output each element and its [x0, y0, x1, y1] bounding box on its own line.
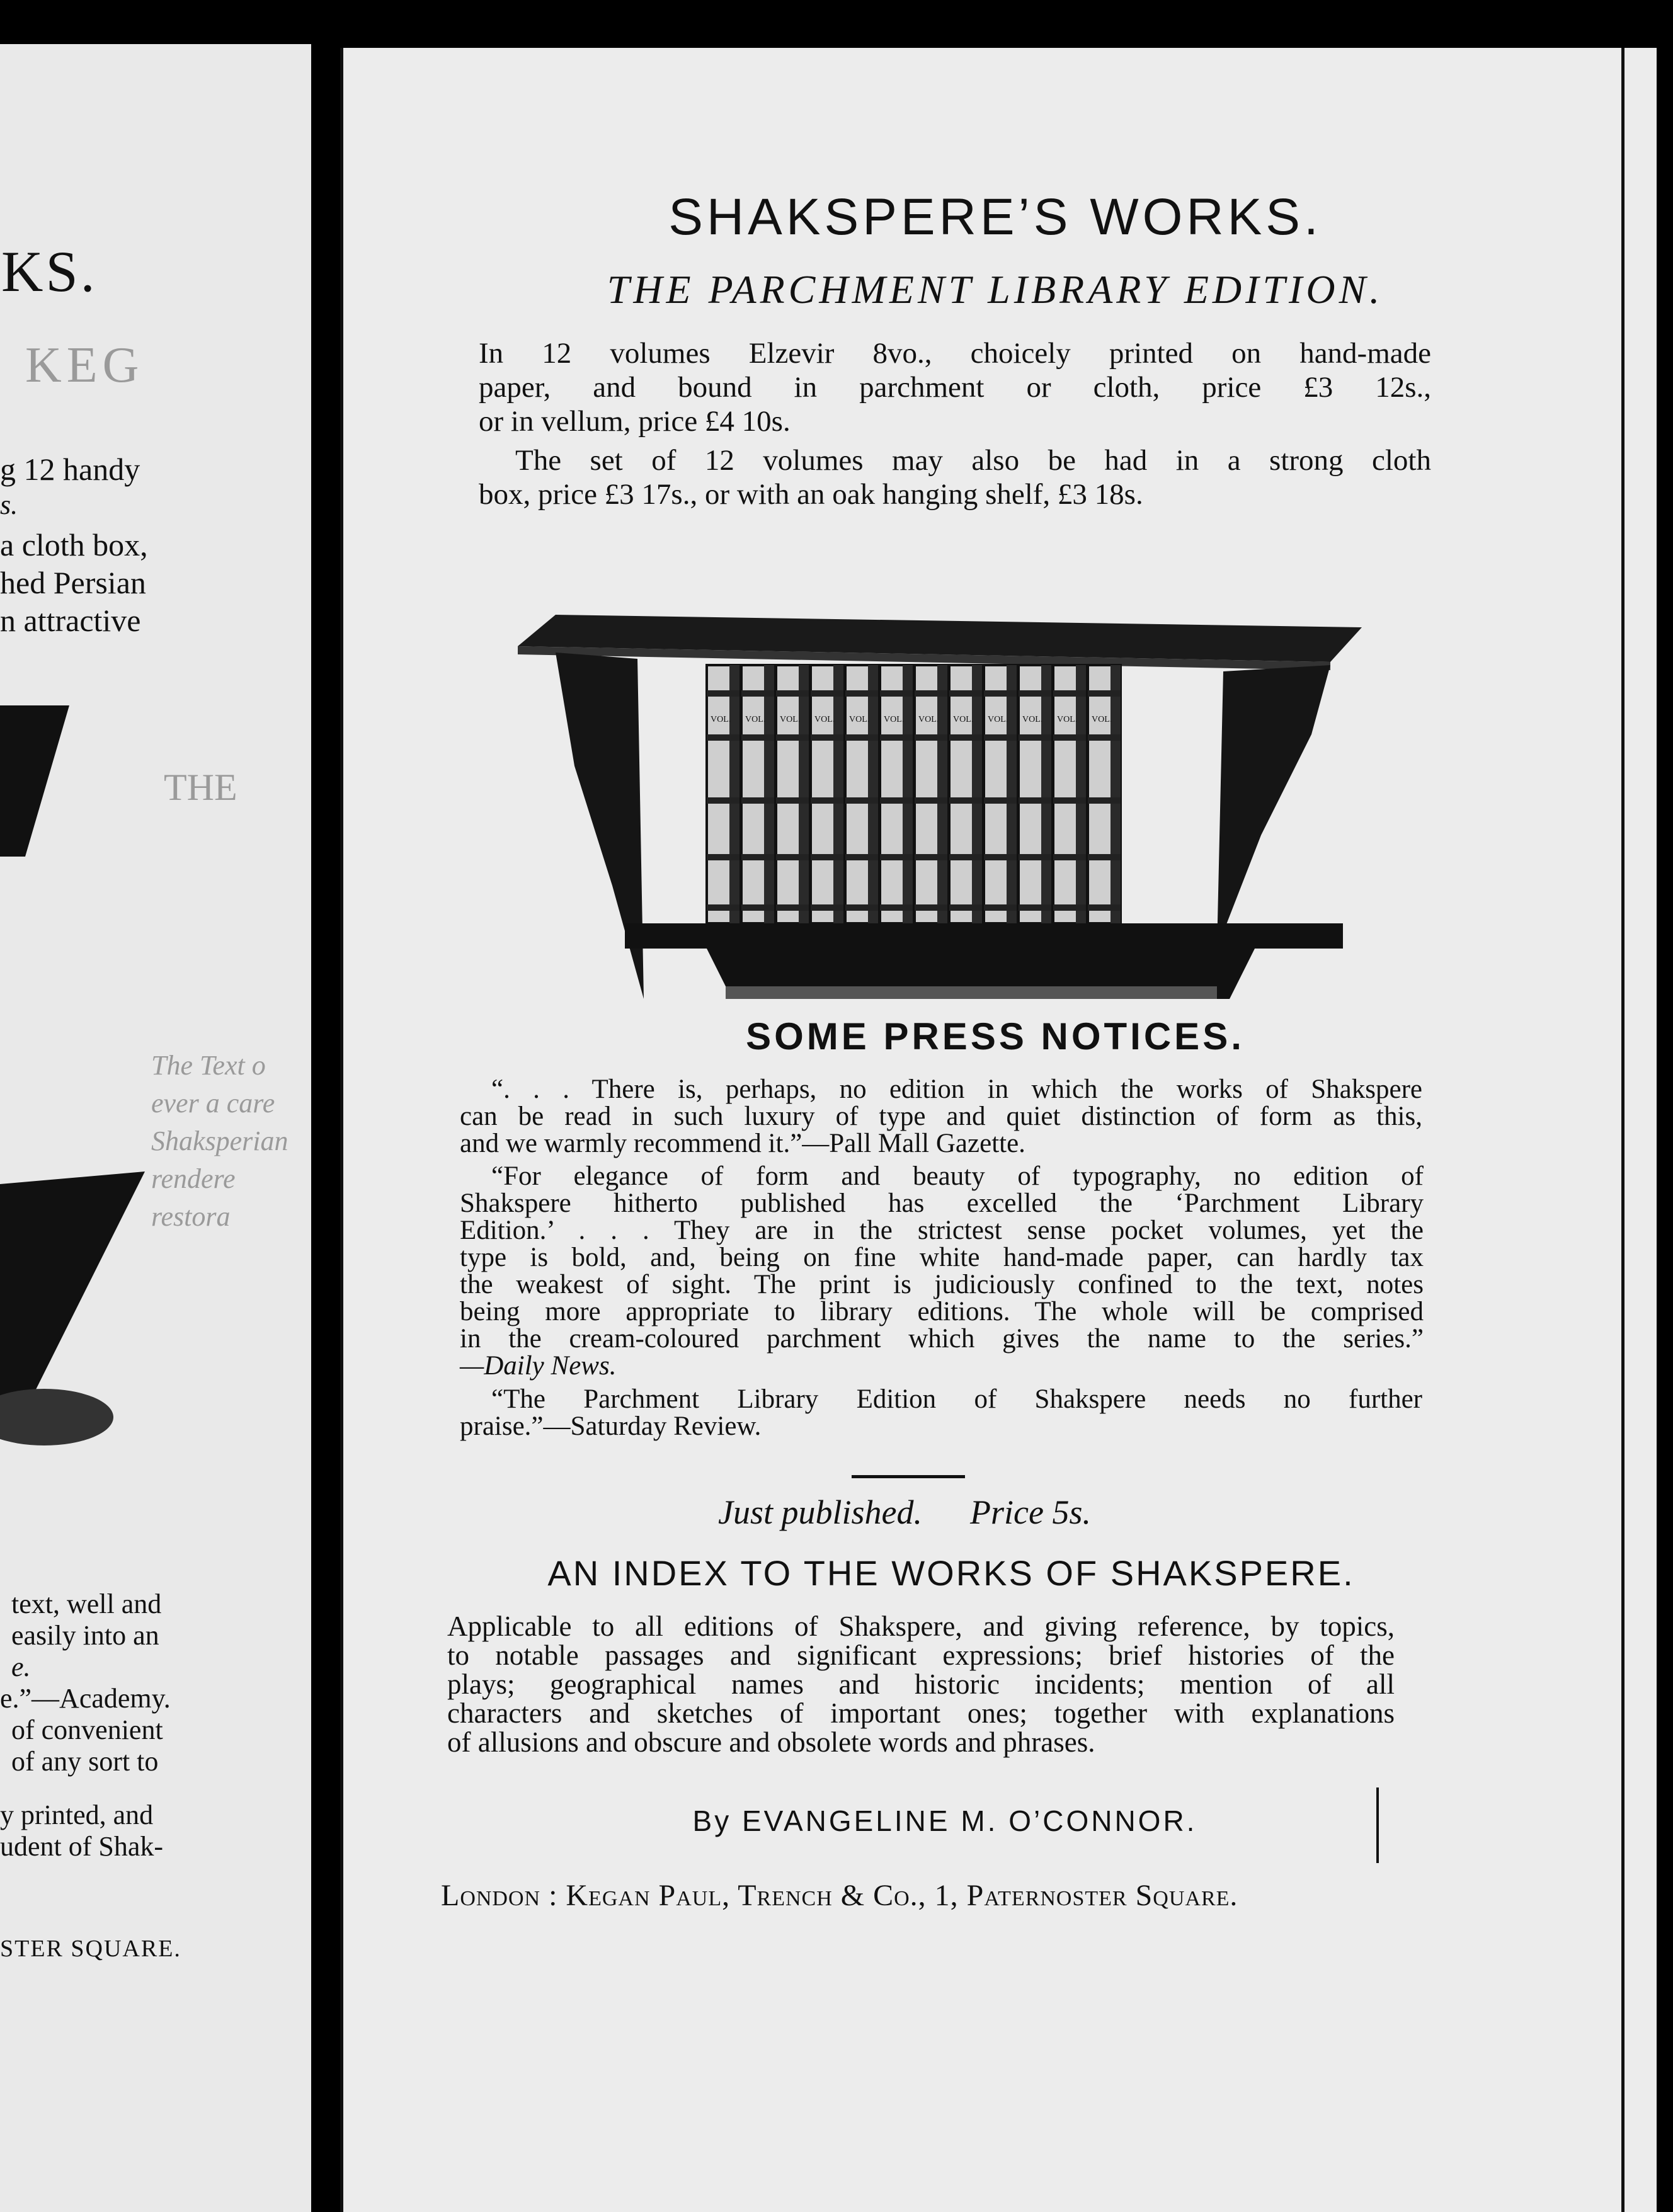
left-page-faded-heading: KEG [25, 338, 144, 393]
book-spine-shadow [1111, 665, 1121, 923]
book-spine-label: VOL. [1092, 715, 1112, 724]
left-page-line: of any sort to [11, 1746, 159, 1777]
book-band [776, 690, 809, 697]
book-band [707, 690, 739, 697]
book-band [1019, 690, 1051, 697]
book-band [949, 904, 982, 911]
intro-line: or in vellum, price £4 10s. [479, 405, 791, 438]
left-page-faded-text: Shaksperian [151, 1126, 288, 1156]
book-band [915, 734, 947, 741]
left-page-faded-text: The Text o [151, 1050, 266, 1081]
book-band [1053, 854, 1086, 860]
book-band [845, 690, 878, 697]
book-spine-label: VOL. [953, 715, 974, 724]
book-spine-shadow [903, 665, 913, 923]
book-band [707, 734, 739, 741]
book-band [1088, 690, 1121, 697]
book-spine-label: VOL. [988, 715, 1008, 724]
book-band [1019, 797, 1051, 804]
book-band [949, 734, 982, 741]
book-spine-shadow [868, 665, 878, 923]
page-title: SHAKSPERE’S WORKS. [668, 188, 1322, 246]
book-band [1019, 904, 1051, 911]
left-page-line: s. [0, 489, 18, 520]
book-band [776, 904, 809, 911]
book-spine-shadow [764, 665, 774, 923]
book-band [741, 734, 774, 741]
left-page [0, 44, 311, 2212]
left-page-line: a cloth box, [0, 527, 148, 562]
book-band [1053, 904, 1086, 911]
advertisement-page [340, 48, 1657, 2212]
intro-line: paper, and bound in parchment or cloth, price £3 12s., [479, 371, 1431, 404]
book-band [1088, 854, 1121, 860]
left-page-line: text, well and [11, 1588, 162, 1619]
book-band [880, 854, 913, 860]
margin-mark [1376, 1787, 1379, 1863]
book-band [776, 734, 809, 741]
book-band [707, 854, 739, 860]
press-notice-line: and we warmly recommend it.”—Pall Mall Gazette. [460, 1129, 1025, 1158]
book-spine-shadow [937, 665, 947, 923]
book-band [984, 797, 1017, 804]
index-description-line: of allusions and obscure and obsolete words and phrases. [447, 1726, 1095, 1758]
press-notice-line: “. . . There is, perhaps, no edition in which the works of Shakspere [491, 1075, 1422, 1104]
left-page-line: easily into an [11, 1620, 159, 1651]
book-band [845, 904, 878, 911]
left-page-line: udent of Shak- [0, 1831, 164, 1862]
left-page-line: of convenient [11, 1714, 163, 1745]
publisher-imprint: London : Kegan Paul, Trench & Co., 1, Paternoster Square. [441, 1879, 1238, 1912]
book-band [811, 797, 843, 804]
book-band [949, 854, 982, 860]
left-page-line: e.”—Academy. [0, 1683, 171, 1714]
book-band [1019, 854, 1051, 860]
book-spine-shadow [833, 665, 843, 923]
book-band [811, 690, 843, 697]
press-notice-line: the weakest of sight. The print is judiciously confined to the text, notes [460, 1270, 1424, 1299]
book-band [984, 734, 1017, 741]
intro-line: box, price £3 17s., or with an oak hanging shelf, £3 18s. [479, 478, 1143, 511]
left-page-line: g 12 handy [0, 452, 140, 487]
book-spine-shadow [729, 665, 739, 923]
press-notice-line: —Daily News. [460, 1351, 617, 1381]
press-notice-line: “The Parchment Library Edition of Shakspere needs no further [491, 1384, 1422, 1414]
book-band [1088, 797, 1121, 804]
index-price: Price 5s. [970, 1493, 1091, 1531]
section-divider [852, 1475, 965, 1478]
book-band [741, 797, 774, 804]
press-notices-heading: SOME PRESS NOTICES. [746, 1015, 1245, 1058]
book-band [845, 734, 878, 741]
book-band [880, 904, 913, 911]
index-title: AN INDEX TO THE WORKS OF SHAKSPERE. [547, 1553, 1355, 1593]
press-notice-line: praise.”—Saturday Review. [460, 1411, 762, 1441]
book-band [811, 904, 843, 911]
left-page-line: y printed, and [0, 1799, 154, 1830]
book-spine-label: VOL. [849, 715, 870, 724]
book-band [880, 690, 913, 697]
author-line: By EVANGELINE M. O’CONNOR. [692, 1804, 1197, 1837]
press-notice-line: Shakspere hitherto published has excelled the ‘Parchment Library [460, 1189, 1424, 1218]
book-band [880, 797, 913, 804]
intro-line: In 12 volumes Elzevir 8vo., choicely printed on hand-made [479, 337, 1431, 370]
book-spine-label: VOL. [711, 715, 731, 724]
book-volumes [707, 665, 1121, 923]
publication-note: Just published. [718, 1493, 922, 1531]
book-band [776, 797, 809, 804]
book-band [915, 904, 947, 911]
book-spine-shadow [1007, 665, 1017, 923]
book-band [984, 690, 1017, 697]
book-band [811, 854, 843, 860]
book-band [880, 734, 913, 741]
book-band [915, 854, 947, 860]
book-band [811, 734, 843, 741]
book-spine-label: VOL. [814, 715, 835, 724]
index-description-line: plays; geographical names and historic incidents; mention of all [447, 1668, 1395, 1700]
book-band [707, 797, 739, 804]
book-spine-shadow [1076, 665, 1086, 923]
book-spine-shadow [972, 665, 982, 923]
left-page-faded-text: THE [164, 767, 237, 808]
book-band [1053, 734, 1086, 741]
left-page-line: STER SQUARE. [0, 1936, 181, 1962]
book-band [776, 854, 809, 860]
press-notice-line: “For elegance of form and beauty of typography, no edition of [491, 1161, 1424, 1191]
press-notice-line: being more appropriate to library editions. The whole will be comprised [460, 1297, 1424, 1326]
book-band [984, 854, 1017, 860]
book-band [845, 854, 878, 860]
left-page-line: e. [11, 1651, 31, 1682]
press-notice-line: in the cream-coloured parchment which gives the name to the series.” [460, 1324, 1424, 1354]
left-page-faded-text: rendere [151, 1163, 236, 1194]
book-band [915, 797, 947, 804]
book-band [915, 690, 947, 697]
intro-line: The set of 12 volumes may also be had in a strong cloth [515, 444, 1431, 477]
bookshelf-illustration [518, 558, 1362, 1012]
press-notice-line: can be read in such luxury of type and quiet distinction of form as this, [460, 1102, 1422, 1131]
left-page-line: KS. [1, 239, 98, 304]
index-description-line: characters and sketches of important ones; together with explanations [447, 1697, 1395, 1729]
book-band [949, 690, 982, 697]
book-band [949, 797, 982, 804]
index-description-line: to notable passages and significant expressions; brief histories of the [447, 1639, 1395, 1671]
page-edge-line [340, 48, 343, 2212]
book-band [741, 904, 774, 911]
left-page-line: n attractive [0, 603, 141, 638]
book-band [984, 904, 1017, 911]
book-spine-shadow [1041, 665, 1051, 923]
book-spine-label: VOL. [1057, 715, 1078, 724]
book-spine-label: VOL. [1022, 715, 1043, 724]
press-notice-line: type is bold, and, being on fine white hand-made paper, can hardly tax [460, 1243, 1424, 1272]
book-band [741, 690, 774, 697]
book-band [707, 904, 739, 911]
book-band [1088, 734, 1121, 741]
book-band [1019, 734, 1051, 741]
book-band [1053, 690, 1086, 697]
book-spine-label: VOL. [780, 715, 801, 724]
left-page-line: hed Persian [0, 565, 146, 600]
book-spine-shadow [799, 665, 809, 923]
book-band [741, 854, 774, 860]
book-spine-label: VOL. [884, 715, 905, 724]
book-band [1053, 797, 1086, 804]
left-page-faded-text: ever a care [151, 1088, 275, 1119]
index-description-line: Applicable to all editions of Shakspere, and giving reference, by topics, [447, 1611, 1395, 1642]
book-spine-label: VOL. [918, 715, 939, 724]
book-band [1088, 904, 1121, 911]
book-spine-label: VOL. [745, 715, 766, 724]
left-page-faded-text: restora [151, 1201, 231, 1232]
edition-subtitle: THE PARCHMENT LIBRARY EDITION. [607, 267, 1384, 312]
book-band [845, 797, 878, 804]
page-edge-line [1621, 48, 1624, 2212]
press-notice-line: Edition.’ . . . They are in the strictest sense pocket volumes, yet the [460, 1216, 1424, 1245]
